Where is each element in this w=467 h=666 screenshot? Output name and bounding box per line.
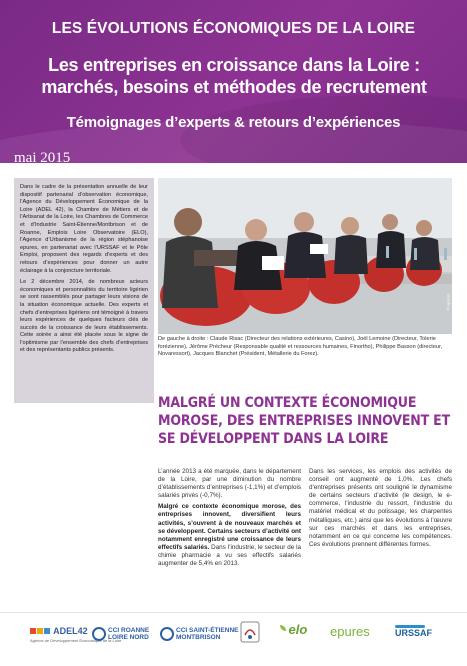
intro-paragraph: Dans le cadre de la présentation annuelle de leur dispositif partenarial d’observation économique, l’Agence du Développement Économique de la Loire (ADEL 42), la Chambre de Métiers et de l’Artisanat de la Loire, les Chambres de Commerce et d’Industrie Saint-Étienne/Montbrison et de Roanne, Emplois Loire Observatoire (ELO), l’Agence d’Urbanisme de la région stéphanoise epures, en partenariat avec l’URSSAF et le Pôle Emploi, proposent des regards d’experts et des retours d’expériences pour donner un autre éclairage à la conjoncture territoriale. <box>20 184 148 274</box>
cci-saint-etienne-logo-line2: MONTBRISON <box>176 634 221 641</box>
cci-roanne-logo-line2: LOIRE NORD <box>108 634 149 641</box>
adel42-logo-text: ADEL42 <box>53 626 88 636</box>
series-kicker: LES ÉVOLUTIONS ÉCONOMIQUES DE LA LOIRE <box>51 20 416 37</box>
header-banner <box>0 0 467 163</box>
cci-saint-etienne-logo-line1: CCI SAINT-ÉTIENNE <box>176 627 239 634</box>
article-headline: MALGRÉ UN CONTEXTE ÉCONOMIQUE MOROSE, DES ENTREPRISES INNOVENT ET SE DÉVELOPPENT DANS LA LOIRE <box>158 395 450 447</box>
adel42-dots-icon <box>30 627 51 636</box>
chambre-metiers-emblem-icon <box>240 621 260 643</box>
article-column-right <box>309 468 452 552</box>
article-column-left <box>158 468 301 571</box>
article-paragraph: Dans les services, les emplois des activités de conseil ont augmenté de 1,0%. Les chefs d’entreprises présents ont souligné le dynamisme de certains secteurs d’activité (le design, le e-commerce, l’industrie du ressort, l’industrie du matériel médical et du polissage, les charpentes métalliques, etc.) ainsi que les évolutions à l’œuvre sur ces marchés et dans les entreprises, notamment en ce qui concerne les compétences. Ces évolutions prennent différentes formes. <box>309 468 452 548</box>
epures-logo <box>330 624 370 639</box>
intro-sidebar <box>14 178 154 403</box>
cci-roanne-emblem-icon <box>92 627 106 641</box>
article-paragraph-emphasis <box>158 503 301 568</box>
elo-logo <box>280 622 308 637</box>
photo-caption: De gauche à droite : Claude Risac (Directeur des relations extérieures, Casino), Joël Lemoine (Directeur, Tolerie forézienne), Jérôme Précheur (Responsable qualité et ressources humaines, Finortho), Philippe Basson (directeur, Novaressort), Jacques Blanchet (Président, Métallerie du Forez). <box>158 336 443 357</box>
article-text: Dans l’industrie, le secteur de la chimie pharmacie a vu ses effectifs salariés augmenter de 5,4% en 2013. <box>158 543 301 568</box>
article-paragraph: L’année 2013 a été marquée, dans le département de la Loire, par une diminution du nombre d’établissements d’entreprises (-1,1%) et d’emplois salariés privés (-0,7%). <box>158 468 301 500</box>
epures-logo-text: epures <box>330 624 370 639</box>
elo-leaf-icon <box>280 625 286 631</box>
cci-roanne-logo-line1: CCI ROANNE <box>108 627 150 634</box>
adel42-logo-subtitle: Agence de Développement Économique de la Loire <box>30 638 122 644</box>
article-bold-text: Malgré ce contexte économique morose, des entreprises innovent, diversifient leurs activités, s’ouvrent à de nouveaux marchés et se développent. Certains secteurs d’activité ont notamment enregistré une croissance de leurs effectifs salariés. <box>158 503 301 551</box>
chambre-metiers-logo <box>240 621 260 645</box>
panel-photo <box>158 178 452 334</box>
urssaf-logo-text: URSSAF <box>395 628 433 638</box>
cci-saint-etienne-emblem-icon <box>160 627 174 641</box>
page-subtitle: Témoignages d’experts & retours d’expériences <box>66 114 401 131</box>
photo-credit: © epures <box>445 294 450 311</box>
page-title: Les entreprises en croissance dans la Loire : marchés, besoins et méthodes de recrutement <box>41 55 427 97</box>
intro-paragraph: Le 2 décembre 2014, de nombreux acteurs économiques et personnalités du territoire ligérien se sont rassemblés pour partager leurs visions de la situation économique actuelle. Des experts et chefs d’entreprises ligériens ont témoigné à travers leurs expériences de quelques facteurs clés de succès de la croissance de leurs établissements. Cette soirée a ainsi été placée sous le signe de l’optimisme par l’ensemble des chefs d’entreprises et des représentants publics présents. <box>20 279 148 354</box>
urssaf-logo <box>395 625 432 638</box>
panel-photo-image <box>158 178 452 334</box>
issue-date: mai 2015 <box>14 150 71 163</box>
elo-logo-text: elo <box>288 622 308 637</box>
partner-logos-bar <box>0 612 467 666</box>
